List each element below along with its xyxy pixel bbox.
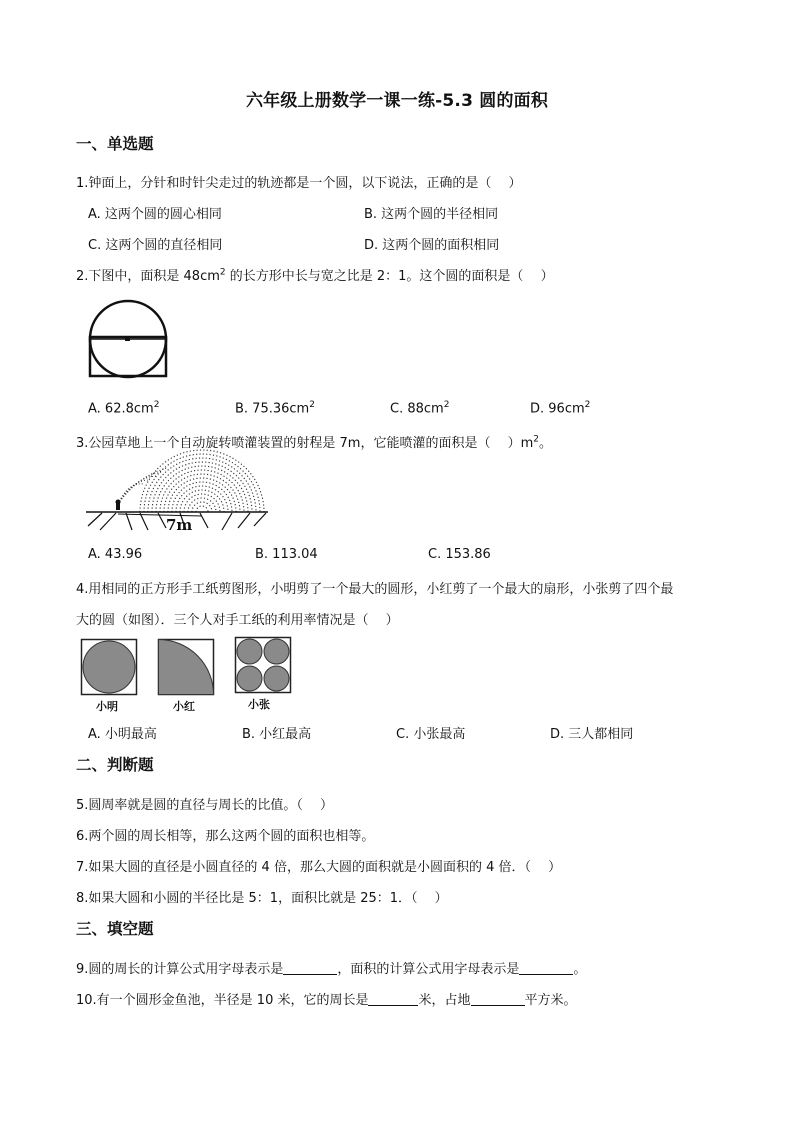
question-4-stem-line-1: 4.用相同的正方形手工纸剪图形，小明剪了一个最大的圆形，小红剪了一个最大的扇形，小张剪了四个最	[76, 582, 674, 597]
question-10	[76, 989, 577, 1008]
question-4-option-a[interactable]: A. 小明最高	[88, 727, 157, 742]
question-10-part-2: 米，占地	[418, 993, 471, 1008]
question-3-stem-part-b: 。	[539, 436, 553, 451]
option-text: D. 96cm	[530, 401, 585, 417]
figure-label-xiaozhang: 小张	[248, 698, 270, 711]
question-9	[76, 958, 586, 977]
question-2-option-b[interactable]	[235, 400, 315, 416]
question-4-option-b[interactable]: B. 小红最高	[242, 727, 312, 742]
question-1-option-a[interactable]: A. 这两个圆的圆心相同	[88, 207, 222, 222]
superscript: 2	[153, 400, 160, 410]
question-3-stem-part-a: 3.公园草地上一个自动旋转喷灌装置的射程是 7m，它能喷灌的面积是（ ）m	[76, 436, 534, 451]
question-6: 6.两个圆的周长相等，那么这两个圆的面积也相等。	[76, 829, 375, 844]
question-2-option-a[interactable]	[88, 400, 159, 416]
answer-blank[interactable]	[368, 991, 418, 1006]
answer-blank[interactable]	[519, 960, 573, 975]
superscript: 2	[584, 400, 591, 410]
question-2-option-d[interactable]	[530, 400, 590, 416]
question-10-part-1: 10.有一个圆形金鱼池，半径是 10 米，它的周长是	[76, 993, 369, 1008]
superscript: 2	[309, 400, 315, 410]
circle-in-rectangle-figure	[86, 296, 170, 382]
question-5: 5.圆周率就是圆的直径与周长的比值。（ ）	[76, 798, 334, 813]
section-heading-fill-blank: 三、填空题	[76, 920, 154, 938]
xiaoming-circle-figure	[80, 638, 140, 698]
option-text: A. 62.8cm	[88, 401, 154, 417]
page-title: 六年级上册数学一课一练-5.3 圆的面积	[245, 91, 549, 111]
question-3-stem	[76, 432, 552, 451]
question-10-part-3: 平方米。	[524, 993, 577, 1008]
question-4-stem-line-2: 大的圆（如图）．三个人对手工纸的利用率情况是（ ）	[76, 613, 399, 628]
question-1-option-d[interactable]: D. 这两个圆的面积相同	[364, 238, 500, 253]
superscript: 2	[443, 400, 450, 410]
question-8: 8.如果大圆和小圆的半径比是 5：1，面积比就是 25：1．（ ）	[76, 891, 448, 906]
figure-label-xiaoming: 小明	[96, 700, 118, 713]
question-4-option-c[interactable]: C. 小张最高	[396, 727, 466, 742]
question-3-option-c[interactable]: C. 153.86	[428, 547, 491, 562]
question-3-option-a[interactable]: A. 43.96	[88, 547, 143, 562]
figure-label-xiaohong: 小红	[173, 700, 195, 713]
question-1-option-c[interactable]: C. 这两个圆的直径相同	[88, 238, 223, 253]
section-heading-judgement: 二、判断题	[76, 756, 154, 774]
question-1-stem: 1.钟面上，分针和时针尖走过的轨迹都是一个圆，以下说法，正确的是（ ）	[76, 176, 522, 191]
question-2-stem-part-b: 的长方形中长与宽之比是 2：1。这个圆的面积是（ ）	[225, 269, 554, 284]
section-heading-single-choice: 一、单选题	[76, 135, 154, 153]
option-text: C. 88cm	[390, 401, 444, 417]
sprinkler-range-label: 7m	[166, 516, 193, 534]
superscript: 2	[533, 434, 540, 445]
question-2-stem	[76, 265, 554, 284]
question-1-option-b[interactable]: B. 这两个圆的半径相同	[364, 207, 499, 222]
question-9-part-3: 。	[573, 962, 587, 977]
question-9-part-1: 9.圆的周长的计算公式用字母表示是	[76, 962, 284, 977]
question-3-option-b[interactable]: B. 113.04	[255, 547, 318, 562]
question-4-option-d[interactable]: D. 三人都相同	[550, 727, 634, 742]
superscript: 2	[219, 267, 226, 278]
option-text: B. 75.36cm	[235, 401, 310, 417]
question-9-part-2: ，面积的计算公式用字母表示是	[337, 962, 520, 977]
answer-blank[interactable]	[471, 991, 525, 1006]
answer-blank[interactable]	[283, 960, 337, 975]
question-2-option-c[interactable]	[390, 400, 449, 416]
question-7: 7.如果大圆的直径是小圆直径的 4 倍，那么大圆的面积就是小圆面积的 4 倍．（ ）	[76, 860, 562, 875]
xiaozhang-four-circles-figure	[234, 636, 294, 696]
xiaohong-sector-figure	[157, 638, 217, 698]
question-2-stem-part-a: 2.下图中，面积是 48cm	[76, 269, 220, 284]
